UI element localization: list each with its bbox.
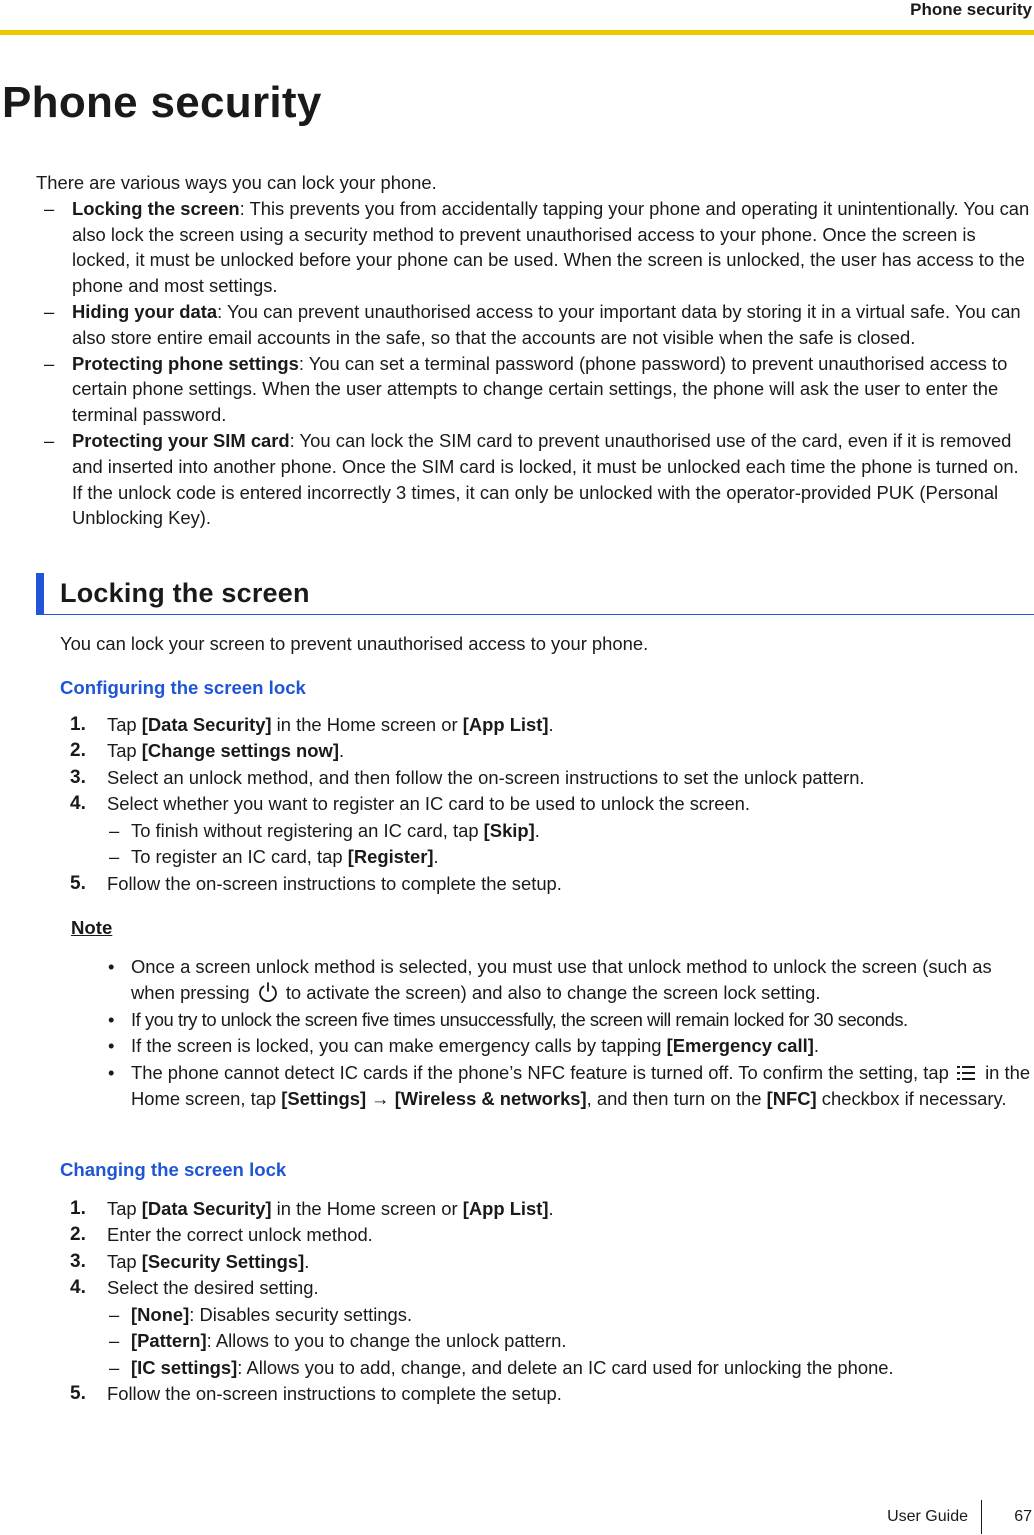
ui-label: [App List] (462, 713, 549, 735)
bullet-marker: • (108, 1061, 115, 1083)
step-text: . (548, 713, 554, 735)
running-header: Phone security (910, 0, 1032, 19)
dash-marker: – (109, 1356, 120, 1378)
changing-steps (60, 1196, 1034, 1408)
step-text: in the Home screen or (271, 713, 463, 735)
step-text: Follow the on-screen instructions to complete the setup. (107, 1383, 562, 1404)
item-text: : You can set a terminal password (phone password) to prevent unauthorised access to certain phone settings. When the user attempts to change certain settings, the phone will ask the user to enter the terminal password. (72, 352, 1008, 426)
section-heading (36, 573, 1034, 615)
dash-marker: – (44, 352, 55, 374)
step-number: 4. (70, 793, 86, 814)
note-bullet (60, 1060, 1034, 1113)
step-text: Follow the on-screen instructions to complete the setup. (107, 872, 562, 894)
note-text: If you try to unlock the screen five times unsuccessfully, the screen will remain locked for 30 seconds. (131, 1008, 908, 1030)
dash-marker: – (44, 429, 55, 451)
item-term: Protecting your SIM card (72, 429, 290, 451)
step-number: 5. (70, 872, 86, 894)
note-text: If the screen is locked, you can make emergency calls by tapping (131, 1035, 667, 1056)
dash-marker: – (109, 1330, 120, 1351)
step-item (60, 765, 1034, 792)
intro-block (36, 170, 1032, 531)
page-footer (832, 1500, 1032, 1534)
ui-label: [Change settings now] (141, 740, 339, 761)
ui-label: [Emergency call] (666, 1035, 814, 1056)
substep-text: . (534, 819, 540, 841)
page-number: 67 (1014, 1508, 1032, 1525)
intro-list (36, 196, 1032, 531)
changing-block (60, 1157, 1034, 1408)
ui-label: [Data Security] (141, 1197, 272, 1219)
footer-divider (981, 1500, 982, 1534)
step-text: . (548, 1197, 554, 1219)
option-text: : Disables security settings. (189, 1303, 413, 1325)
item-term: Locking the screen (72, 197, 240, 219)
substep-text: To register an IC card, tap (131, 846, 348, 867)
step-text: Select whether you want to register an IC card to be used to unlock the screen. (107, 793, 751, 814)
step-text: Enter the correct unlock method. (107, 1224, 373, 1245)
ui-label: [Register] (347, 846, 434, 867)
intro-lead: There are various ways you can lock your phone. (36, 172, 437, 193)
ui-label: [App List] (462, 1197, 549, 1219)
ui-label: [IC settings] (131, 1356, 238, 1378)
ui-label: [Wireless & networks] (394, 1088, 587, 1109)
bullet-marker: • (108, 955, 115, 977)
dash-marker: – (44, 300, 55, 322)
note-text: , and then turn on the (586, 1088, 767, 1109)
option-item (107, 1355, 1034, 1382)
step-item (60, 1222, 1034, 1249)
ui-label: [Pattern] (131, 1330, 207, 1351)
dash-marker: – (44, 197, 55, 219)
step-item (60, 1249, 1034, 1276)
substep-item (107, 844, 1034, 871)
substep-item (107, 818, 1034, 845)
step-number: 3. (70, 1250, 86, 1272)
power-icon (257, 981, 279, 1003)
note-text: The phone cannot detect IC cards if the phone’s NFC feature is turned off. To confirm the setting, tap (131, 1061, 954, 1083)
step-text: Select the desired setting. (107, 1277, 319, 1298)
step-text: Tap (107, 740, 142, 761)
step-text: Tap (107, 1250, 142, 1272)
ui-label: [Data Security] (141, 713, 272, 735)
step-number: 2. (70, 1224, 86, 1245)
configuring-block (60, 675, 1034, 897)
step-text: in the Home screen or (271, 1197, 463, 1219)
note-text: . (813, 1035, 819, 1056)
step-number: 4. (70, 1277, 86, 1298)
dash-marker: – (109, 846, 120, 867)
option-item (107, 1328, 1034, 1355)
ui-label: [Security Settings] (141, 1250, 305, 1272)
note-block (60, 915, 1034, 1113)
item-text: : You can lock the SIM card to prevent unauthorised use of the card, even if it is removed and inserted into another phone. Once the SIM card is locked, it must be unlocked each time the phone is turned on. If the unlock code is entered incorrectly 3 times, it can only be unlocked with the operator-provided PUK (Personal Unblocking Key). (72, 429, 1019, 529)
ui-label: [Settings] (281, 1088, 367, 1109)
step-number: 1. (70, 713, 86, 735)
ui-label: [None] (131, 1303, 190, 1325)
note-label: Note (71, 917, 113, 938)
option-list (107, 1302, 1034, 1382)
item-text: : You can prevent unauthorised access to your important data by storing it in a virtual safe. You can also store entire email accounts in the safe, so that the accounts are not visible when the safe is closed. (72, 300, 1021, 348)
step-item (60, 738, 1034, 765)
step-number: 5. (70, 1383, 86, 1404)
section-title: Locking the screen (60, 578, 310, 608)
arrow-glyph: → (366, 1088, 395, 1109)
step-item (60, 1381, 1034, 1408)
step-item (60, 791, 1034, 871)
footer-guide-label: User Guide (887, 1508, 968, 1525)
page-title: Phone security (2, 78, 322, 127)
step-item (60, 1275, 1034, 1381)
note-bullet (60, 1007, 1034, 1034)
dash-marker: – (109, 1303, 120, 1325)
step-text: . (304, 1250, 310, 1272)
substep-text: . (433, 846, 439, 867)
substep-text: To finish without registering an IC card, tap (131, 819, 484, 841)
bullet-marker: • (108, 1008, 114, 1030)
list-item (36, 351, 1032, 428)
step-text: Select an unlock method, and then follow the on-screen instructions to set the unlock pattern. (107, 766, 865, 788)
option-text: : Allows you to add, change, and delete an IC card used for unlocking the phone. (237, 1356, 894, 1378)
step-number: 1. (70, 1197, 86, 1219)
note-text: in the Home screen, tap (131, 1061, 1031, 1109)
note-text: checkbox if necessary. (816, 1088, 1007, 1109)
list-item (36, 196, 1032, 299)
dash-marker: – (109, 819, 120, 841)
substep-list (107, 818, 1034, 871)
step-item (60, 1196, 1034, 1223)
note-text: to activate the screen) and also to change the screen lock setting. (280, 982, 821, 1003)
option-item (107, 1302, 1034, 1329)
note-bullet (60, 1033, 1034, 1060)
step-text: Tap (107, 1197, 142, 1219)
note-bullets (60, 954, 1034, 1113)
step-text: Tap (107, 713, 142, 735)
option-text: : Allows to you to change the unlock pattern. (206, 1330, 567, 1351)
header-rule (0, 30, 1034, 35)
step-text: . (338, 740, 345, 761)
note-bullet (60, 954, 1034, 1007)
changing-heading: Changing the screen lock (60, 1159, 287, 1180)
step-number: 3. (70, 766, 86, 788)
ui-label: [NFC] (766, 1088, 817, 1109)
ui-label: [Skip] (483, 819, 535, 841)
step-item (60, 712, 1034, 739)
section-intro: You can lock your screen to prevent unauthorised access to your phone. (60, 633, 649, 654)
step-number: 2. (70, 740, 86, 761)
section-intro-block (60, 631, 1034, 658)
item-term: Protecting phone settings (72, 352, 299, 374)
app-list-icon (956, 1064, 976, 1082)
note-text: Once a screen unlock method is selected, you must use that unlock method to unlock the screen (such as when pressing (131, 955, 992, 1003)
item-term: Hiding your data (72, 300, 218, 322)
item-text: : This prevents you from accidentally tapping your phone and operating it unintentionally. You can also lock the screen using a security method to prevent unauthorised access to your phone. Once the screen is locked, it must be unlocked before your phone can be used. When the screen is unlocked, the user has access to the phone and most settings. (72, 197, 1030, 297)
list-item (36, 299, 1032, 351)
step-item (60, 871, 1034, 898)
list-item (36, 428, 1032, 531)
configuring-heading: Configuring the screen lock (60, 677, 306, 698)
configuring-steps (60, 712, 1034, 898)
bullet-marker: • (108, 1035, 115, 1056)
